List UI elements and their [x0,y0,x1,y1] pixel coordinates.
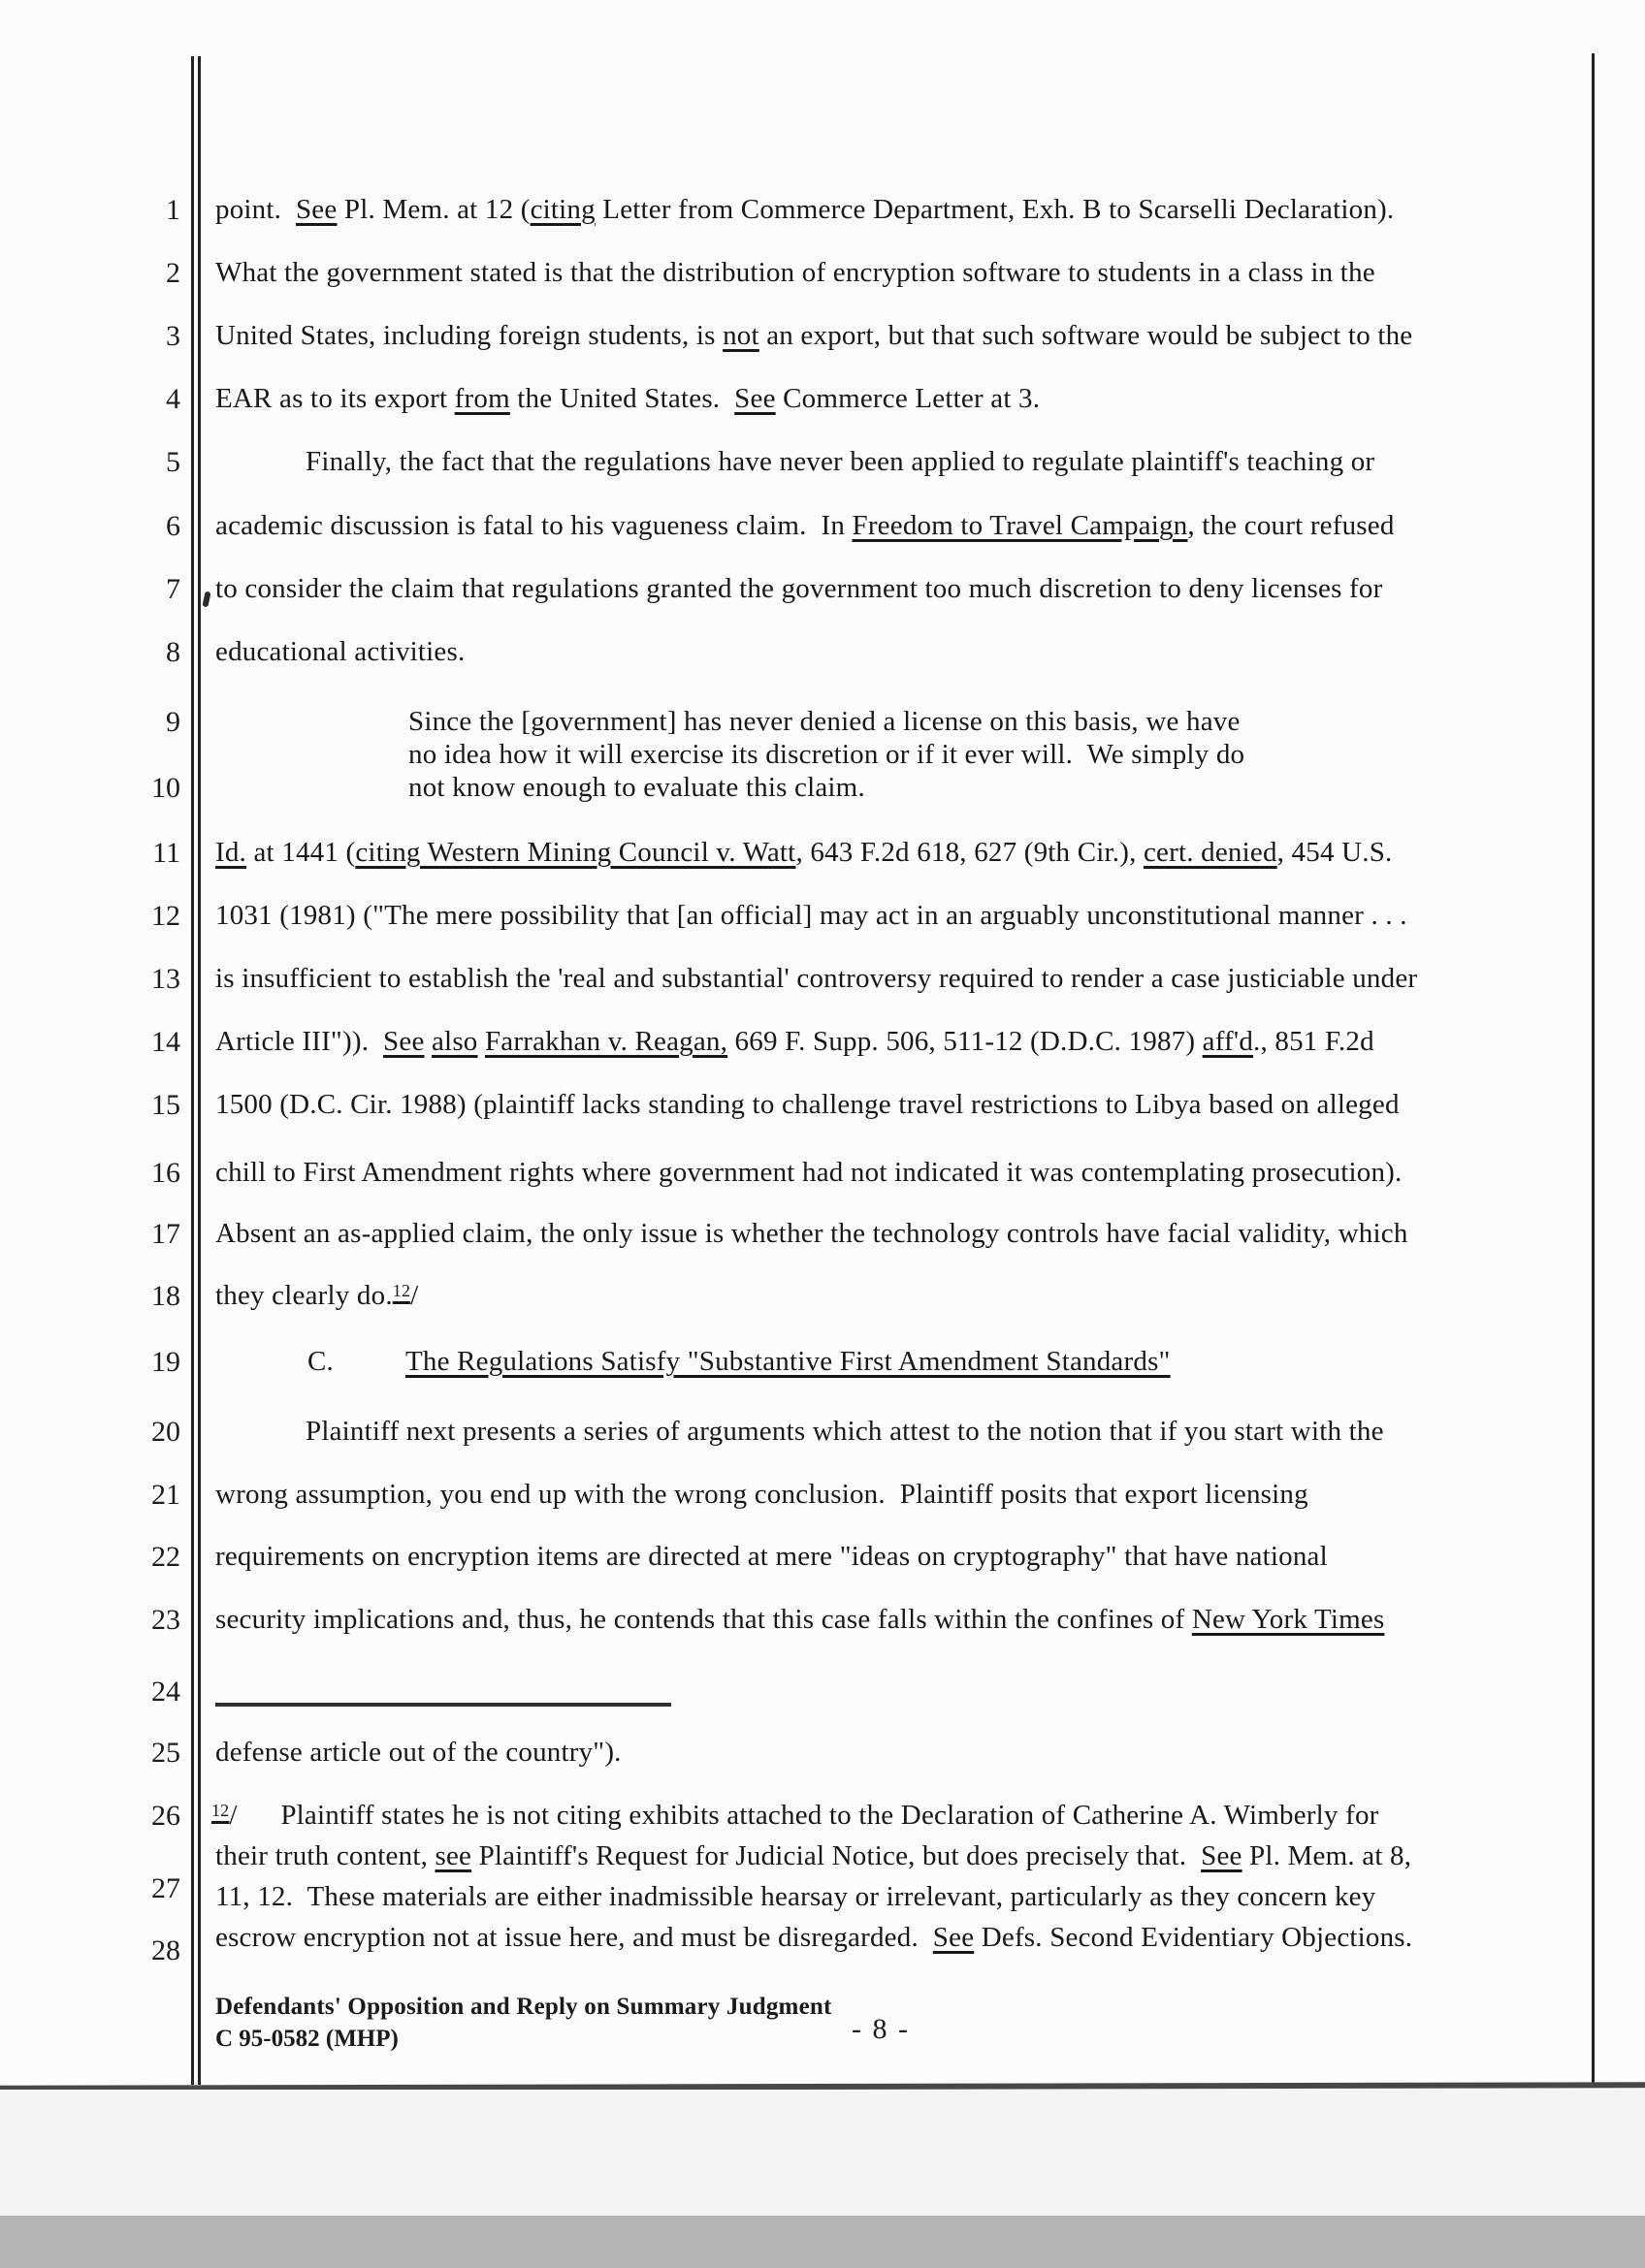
scan-artifact-mark [202,591,210,608]
text-segment: they clearly do. [215,1280,393,1311]
text-segment: Id. [215,837,247,868]
text-segment: 669 F. Supp. 506, 511-12 (D.D.C. 1987) [727,1026,1203,1057]
line-number: 23 [151,1604,180,1636]
blockquote-line-1 [408,706,1241,738]
line-number: 22 [151,1541,180,1573]
text-segment: 12 [392,1281,411,1300]
text-segment: EAR as to its export [215,383,455,414]
text-segment: 11, 12. These materials are either inadmissible hearsay or irrelevant, particularly as they concern key [215,1881,1376,1912]
body-line-20 [306,1416,1384,1448]
footnote-line-2 [215,1840,1411,1872]
text-segment: The Regulations Satisfy "Substantive First Amendment Standards" [404,1346,1171,1377]
text-segment: What the government stated is that the distribution of encryption software to students in a class in the [215,257,1375,288]
body-line-11 [215,837,1392,869]
line-number: 14 [151,1026,180,1058]
footer-case-number: C 95-0582 (MHP) [215,2026,399,2052]
blockquote-line-2 [408,739,1244,771]
text-segment: an export, but that such software would be subject to the [758,320,1413,351]
text-segment: cert. denied [1143,837,1277,868]
line-number: 27 [151,1872,180,1904]
text-segment: academic discussion is fatal to his vagueness claim. In [215,510,853,541]
text-segment: to consider the claim that regulations granted the government too much discretion to deny licenses for [215,573,1383,604]
text-segment: Plaintiff's Request for Judicial Notice, but does precisely that. [471,1840,1202,1871]
text-segment: wrong assumption, you end up with the wrong conclusion. Plaintiff posits that export licensing [215,1479,1308,1510]
text-segment: Commerce Letter at 3. [775,383,1041,414]
footnote-line-1 [211,1800,1379,1832]
blockquote-line-3 [408,772,865,804]
text-segment: / Plaintiff states he is not citing exhibits attached to the Declaration of Catherine A. Wimberly for [229,1800,1379,1831]
line-number: 13 [151,963,180,995]
line-number: 19 [151,1346,180,1378]
line-number: 26 [151,1800,180,1832]
line-number: 15 [151,1089,180,1121]
text-segment: Letter from Commerce Department, Exh. B to Scarselli Declaration). [595,194,1395,225]
text-segment: from [454,383,510,414]
footnote-separator-rule [215,1703,671,1707]
line-number: 3 [166,320,180,352]
text-segment: Pl. Mem. at 8, [1242,1840,1412,1871]
text-segment: See [1201,1840,1242,1871]
text-segment [425,1026,432,1057]
text-segment: citing Western Mining Council v. Watt [355,837,796,868]
body-line-12 [215,900,1407,932]
text-segment: their truth content, [215,1840,435,1871]
scanner-bed-band [0,2216,1645,2268]
text-segment: also [431,1026,478,1057]
text-segment: point. [215,194,296,225]
text-segment: United States, including foreign students, is [215,320,724,351]
text-segment: aff'd [1202,1026,1254,1057]
body-line-7 [215,573,1382,605]
line-number: 1 [166,194,180,226]
text-segment: no idea how it will exercise its discretion or if it ever will. We simply do [408,739,1245,770]
text-segment: Since the [government] has never denied a license on this basis, we have [408,706,1241,737]
text-segment [478,1026,485,1057]
body-line-6 [215,510,1395,542]
line-number: 11 [152,837,180,869]
line-number: 16 [151,1157,180,1189]
line-number: 17 [151,1218,180,1250]
text-segment: citing [530,194,596,225]
text-segment: see [435,1840,472,1871]
text-segment: Plaintiff next presents a series of arguments which attest to the notion that if you start with the [306,1416,1384,1447]
body-line-2 [215,257,1375,289]
line-number: 20 [151,1416,180,1448]
line-number: 12 [151,900,180,932]
text-segment: See [295,194,338,225]
body-line-21 [215,1479,1308,1511]
line-number: 2 [166,257,180,289]
body-line-13 [215,963,1417,995]
text-segment: at 1441 ( [246,837,356,868]
text-segment: defense article out of the country"). [215,1737,622,1768]
text-segment: , 454 U.S. [1276,837,1393,868]
text-segment: 1500 (D.C. Cir. 1988) (plaintiff lacks standing to challenge travel restrictions to Libya based on alleged [215,1089,1400,1120]
text-segment: New York Times [1191,1604,1385,1635]
line-number: 18 [151,1280,180,1312]
text-segment: security implications and, thus, he contends that this case falls within the confines of [215,1604,1192,1635]
line-number: 5 [166,446,180,478]
text-segment: See [383,1026,425,1057]
body-line-14 [215,1026,1374,1058]
body-line-22 [215,1541,1328,1573]
line-number: 8 [166,636,180,668]
footnote-line-4 [215,1922,1412,1954]
text-segment: educational activities. [215,636,466,667]
text-segment: not [723,320,759,351]
line-number: 7 [166,573,180,605]
section-heading-c [307,1346,1171,1378]
right-margin-rule [1592,53,1595,2084]
body-line-23 [215,1604,1384,1636]
line-number: 6 [166,510,180,542]
text-segment: Absent an as-applied claim, the only issue is whether the technology controls have facial validity, which [215,1218,1408,1249]
body-line-1 [215,194,1394,226]
text-segment: 12 [211,1801,230,1820]
footnote-line-3 [215,1881,1375,1913]
line-number: 28 [151,1934,180,1966]
line-number: 10 [151,772,180,804]
text-segment: See [734,383,776,414]
line-number: 21 [151,1479,180,1511]
page-number: - 8 - [852,2013,910,2045]
text-segment: requirements on encryption items are directed at mere "ideas on cryptography" that have national [215,1541,1328,1572]
text-segment: Article III")). [215,1026,384,1057]
text-segment: chill to First Amendment rights where government had not indicated it was contemplating prosecution). [215,1157,1403,1188]
text-segment: 1031 (1981) ("The mere possibility that [an official] may act in an arguably unconstitutional manner . . . [215,900,1407,931]
text-segment: is insufficient to establish the 'real and substantial' controversy required to render a case justiciable under [215,963,1418,994]
body-line-15 [215,1089,1400,1121]
text-segment: Pl. Mem. at 12 ( [337,194,531,225]
footer-document-title: Defendants' Opposition and Reply on Summary Judgment [215,1994,832,2020]
body-line-16 [215,1157,1402,1189]
body-line-17 [215,1218,1408,1250]
text-segment: Finally, the fact that the regulations have never been applied to regulate plaintiff's teaching or [306,446,1375,477]
body-line-5 [306,446,1374,478]
text-segment: escrow encryption not at issue here, and must be disregarded. [215,1922,933,1953]
text-segment: Freedom to Travel Campaign [852,510,1188,541]
text-segment: , the court refused [1187,510,1395,541]
body-line-4 [215,383,1040,415]
text-segment: the United States. [509,383,735,414]
text-segment: , 643 F.2d 618, 627 (9th Cir.), [795,837,1144,868]
body-line-3 [215,320,1412,352]
text-segment: C. [307,1346,405,1377]
text-segment: ., 851 F.2d [1253,1026,1374,1057]
text-segment: / [410,1280,419,1311]
line-number: 25 [151,1737,180,1769]
line-number: 4 [166,383,180,415]
left-double-rule-outer [191,56,194,2085]
line-number: 24 [151,1676,180,1708]
text-segment: Farrakhan v. Reagan, [484,1026,728,1057]
text-segment: Defs. Second Evidentiary Objections. [974,1922,1413,1953]
text-segment: See [932,1922,975,1953]
scan-background-strip [0,2090,1645,2216]
line-number: 9 [166,706,180,738]
body-line-18 [215,1280,418,1312]
left-double-rule-inner [198,56,201,2085]
body-line-25 [215,1737,622,1769]
body-line-8 [215,636,465,668]
text-segment: not know enough to evaluate this claim. [408,772,865,803]
